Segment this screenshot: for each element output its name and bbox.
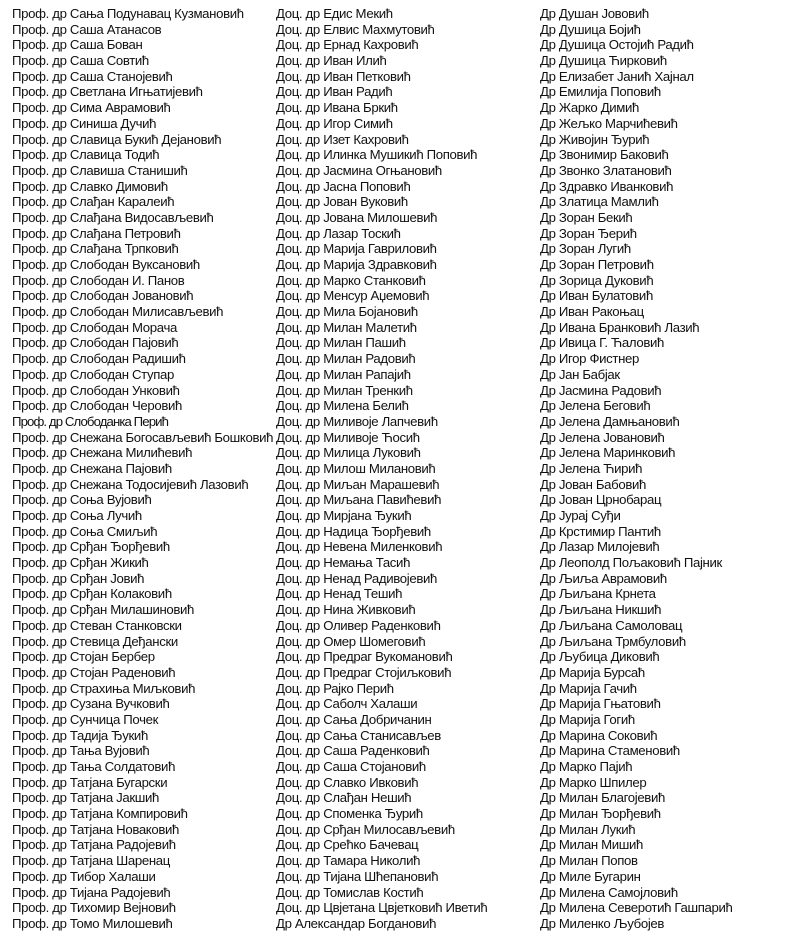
name-column-2 [276,6,538,932]
list-item: Доц. др Слађан Нешић [276,790,412,806]
list-item: Доц. др Саша Стојановић [276,759,426,774]
list-item: Др Душица Ћирковић [540,53,667,69]
list-item: Проф. др Сунчица Почек [12,711,159,727]
list-item: Доц. др Милена Белић [276,398,409,414]
list-item: Проф. др Славиша Станишић [12,162,188,178]
list-item: Проф. др Соња Вујовић [12,492,152,508]
list-item: Др Марија Бурсаћ [540,664,645,680]
list-item: Доц. др Милан Рапајић [276,366,411,382]
list-item: Др Миленко Љубојев [540,915,665,931]
list-item: Проф. др Томо Милошевић [12,915,173,931]
list-item: Проф. др Слободан И. Панов [12,272,185,288]
list-item: Доц. др Илинка Мушикић Поповић [276,147,478,163]
list-item: Проф. др Слободан Милисављевић [12,304,224,320]
list-item: Проф. др Светлана Игњатијевић [12,84,203,100]
list-item: Доц. др Марко Станковић [276,272,426,288]
list-item: Др Милена Северотић Гашпарић [540,900,733,916]
list-item: Проф. др Страхиња Миљковић [12,680,196,696]
list-item: Доц. др Јован Вуковић [276,194,408,210]
list-item: Проф. др Синиша Дучић [12,115,157,131]
list-item: Доц. др Милица Луковић [276,445,421,461]
list-item: Др Миле Бугарин [540,868,641,884]
list-item: Проф. др Слободан Вуксановић [12,257,200,272]
list-item: Проф. др Снежана Богосављевић Бошковић [12,429,274,445]
list-item: Др Душица Остојић Радић [540,37,694,53]
list-item: Др Крстимир Пантић [540,523,661,539]
list-item: Доц. др Рајко Перић [276,680,394,696]
list-item: Др Јелена Дамњановић [540,413,680,429]
list-item: Доц. др Предраг Вукомановић [276,649,453,665]
list-item: Др Јасмина Радовић [540,382,662,398]
list-item: Проф. др Слободанка Перић [12,413,169,429]
list-item: Проф. др Срђан Јовић [12,570,145,586]
list-item: Доц. др Саша Раденковић [276,743,430,759]
list-item: Др Живојин Ђурић [540,131,650,147]
list-item: Проф. др Тихомир Вејновић [12,900,176,916]
list-item: Проф. др Татјана Бугарски [12,774,168,790]
list-item: Др Марко Пајић [540,759,633,774]
list-item: Проф. др Срђан Милашиновић [12,602,195,618]
list-item: Доц. др Томислав Костић [276,884,424,900]
list-item: Др Златица Мамлић [540,194,659,210]
list-item: Др Марко Шпилер [540,774,647,790]
list-item: Доц. др Ненад Тешић [276,586,403,602]
list-item: Проф. др Тања Солдатовић [12,759,176,774]
list-item: Др Љиља Аврамовић [540,570,667,586]
list-item: Др Александар Богдановић [276,915,437,931]
list-item: Доц. др Споменка Ђурић [276,806,423,822]
list-item: Доц. др Иван Радић [276,84,393,100]
list-item: Доц. др Изет Кахровић [276,131,409,147]
list-item: Др Зоран Лугић [540,241,631,257]
list-item: Проф. др Слободан Пајовић [12,335,179,351]
list-item: Доц. др Тијана Шћепановић [276,868,439,884]
list-item: Проф. др Сања Подунавац Кузмановић [12,6,244,21]
list-item: Доц. др Цвјетана Цвјетковић Иветић [276,900,488,916]
list-item: Доц. др Срећко Бачевац [276,837,419,853]
list-item: Проф. др Стојан Раденовић [12,664,176,680]
list-item: Проф. др Татјана Компировић [12,806,188,822]
list-item: Др Зоран Ђерић [540,225,637,241]
list-item: Др Ивана Бранковић Лазић [540,319,700,335]
list-item: Др Милан Мишић [540,837,643,853]
list-item: Др Јелена Ћирић [540,460,643,476]
list-item: Др Милан Лукић [540,821,636,837]
list-item: Др Душица Бојић [540,21,641,37]
list-item: Доц. др Миљана Павићевић [276,492,442,508]
list-item: Др Љиљана Никшић [540,602,662,618]
list-item: Проф. др Саша Бован [12,37,143,53]
list-item: Др Зоран Бекић [540,209,633,225]
list-item: Проф. др Татјана Радојевић [12,837,176,853]
list-item: Др Марина Соковић [540,727,658,743]
list-item: Проф. др Слађана Трпковић [12,241,179,257]
list-item: Проф. др Слободан Ступар [12,366,175,382]
list-item: Доц. др Марија Гавриловић [276,241,437,257]
list-item: Доц. др Јована Милошевић [276,209,438,225]
list-item: Доц. др Омер Шомеговић [276,633,426,649]
list-item: Др Звонимир Баковић [540,147,669,163]
list-item: Др Јован Бабовић [540,476,646,492]
list-item: Доц. др Невена Миленковић [276,539,443,555]
list-item: Доц. др Мирјана Ђукић [276,508,412,523]
list-item: Проф. др Стеван Станковски [12,617,182,633]
list-item: Доц. др Сања Добричанин [276,711,432,727]
list-item: Проф. др Срђан Жикић [12,555,149,571]
list-item: Доц. др Марија Здравковић [276,257,437,272]
list-item: Проф. др Соња Лучић [12,508,142,523]
list-item: Проф. др Слободан Морача [12,319,177,335]
list-item: Проф. др Сима Аврамовић [12,100,171,116]
list-item: Др Жарко Димић [540,100,640,116]
list-item: Проф. др Тадија Ђукић [12,727,148,743]
list-item: Проф. др Славко Димовић [12,178,168,194]
list-item: Др Марина Стаменовић [540,743,680,759]
list-item: Проф. др Слободан Унковић [12,382,180,398]
list-item: Доц. др Славко Ивковић [276,774,419,790]
name-column-3 [540,6,798,932]
list-item: Доц. др Миливоје Ћосић [276,429,420,445]
list-item: Доц. др Милан Тренкић [276,382,413,398]
list-item: Др Милан Благојевић [540,790,665,806]
list-item: Проф. др Славица Букић Дејановић [12,131,222,147]
list-item: Доц. др Ненад Радивојевић [276,570,437,586]
list-item: Проф. др Саша Совтић [12,53,149,69]
list-item: Доц. др Милан Пашић [276,335,406,351]
list-item: Доц. др Срђан Милосављевић [276,821,455,837]
list-item: Проф. др Срђан Ђорђевић [12,539,170,555]
list-item: Доц. др Тамара Николић [276,853,421,869]
list-item: Проф. др Славица Тодић [12,147,160,163]
list-item: Др Љубица Диковић [540,649,660,665]
list-item: Доц. др Едис Мекић [276,6,393,21]
list-item: Др Јурај Суђи [540,508,621,523]
list-item: Проф. др Тијана Радојевић [12,884,171,900]
list-item: Проф. др Снежана Пајовић [12,460,172,476]
list-item: Доц. др Милош Милановић [276,460,436,476]
list-item: Др Игор Фистнер [540,351,639,367]
list-item: Др Марија Гогић [540,711,635,727]
list-item: Др Милан Попов [540,853,638,869]
list-item: Др Јелена Маринковић [540,445,676,461]
list-item: Проф. др Слободан Јовановић [12,288,194,304]
list-item: Доц. др Саболч Халаши [276,696,418,712]
list-item: Др Елизабет Јанић Хајнал [540,68,694,84]
list-item: Др Иван Ракоњац [540,304,644,320]
list-item: Доц. др Нина Живковић [276,602,416,618]
list-item: Проф. др Слађан Каралеић [12,194,175,210]
list-item: Др Зоран Петровић [540,257,654,272]
list-item: Доц. др Предраг Стојиљковић [276,664,452,680]
list-item: Проф. др Татјана Новаковић [12,821,180,837]
list-item: Доц. др Милан Малетић [276,319,417,335]
list-item: Доц. др Јасмина Огњановић [276,162,442,178]
list-item: Др Јелена Беговић [540,398,651,414]
list-item: Доц. др Оливер Раденковић [276,617,441,633]
list-item: Проф. др Стевица Деђански [12,633,178,649]
list-item: Др Душан Јововић [540,6,649,21]
list-item: Проф. др Татјана Јакшић [12,790,160,806]
list-item: Др Љиљана Самоловац [540,617,683,633]
name-column-1 [12,6,274,932]
list-item: Проф. др Сузана Вучковић [12,696,170,712]
list-item: Др Звонко Златановић [540,162,672,178]
list-item: Др Јелена Јовановић [540,429,665,445]
list-item: Др Милена Самојловић [540,884,678,900]
list-item: Проф. др Слободан Радишић [12,351,186,367]
list-item: Проф. др Слађана Видосављевић [12,209,214,225]
list-item: Др Марија Гачић [540,680,637,696]
list-item: Проф. др Татјана Шаренац [12,853,170,869]
list-item: Проф. др Снежана Милићевић [12,445,193,461]
list-item: Доц. др Ивана Бркић [276,100,398,116]
list-item: Проф. др Тања Вујовић [12,743,150,759]
list-item: Др Здравко Иванковић [540,178,674,194]
list-item: Др Зорица Дуковић [540,272,654,288]
list-item: Др Милан Ђорђевић [540,806,661,822]
list-item: Доц. др Миливоје Лапчевић [276,413,438,429]
list-item: Др Леополд Пољаковић Пајник [540,555,722,571]
list-item: Доц. др Лазар Тоскић [276,225,401,241]
list-item: Доц. др Иван Илић [276,53,387,69]
list-item: Проф. др Соња Смиљић [12,523,158,539]
list-item: Др Љиљана Крнета [540,586,656,602]
list-item: Др Иван Булатовић [540,288,653,304]
list-item: Проф. др Саша Станојевић [12,68,173,84]
list-item: Доц. др Миљан Марашевић [276,476,440,492]
list-item: Др Јан Бабјак [540,366,620,382]
list-item: Проф. др Тибор Халаши [12,868,156,884]
list-item: Доц. др Мила Бојановић [276,304,418,320]
list-item: Проф. др Срђан Колаковић [12,586,172,602]
list-item: Доц. др Игор Симић [276,115,393,131]
list-item: Доц. др Надица Ђорђевић [276,523,431,539]
list-item: Проф. др Слободан Черовић [12,398,183,414]
list-item: Доц. др Јасна Поповић [276,178,411,194]
list-item: Доц. др Немања Тасић [276,555,411,571]
list-item: Доц. др Милан Радовић [276,351,416,367]
list-item: Др Љиљана Трмбуловић [540,633,686,649]
list-item: Др Марија Гњатовић [540,696,661,712]
list-item: Доц. др Менсур Аџемовић [276,288,430,304]
list-item: Др Емилија Поповић [540,84,661,100]
list-item: Проф. др Слађана Петровић [12,225,181,241]
list-item: Доц. др Иван Петковић [276,68,411,84]
list-item: Проф. др Снежана Тодосијевић Лазовић [12,476,249,492]
list-item: Доц. др Елвис Махмутовић [276,21,435,37]
list-item: Др Лазар Милојевић [540,539,660,555]
list-item: Проф. др Саша Атанасов [12,21,162,37]
list-item: Доц. др Ернад Кахровић [276,37,419,53]
list-item: Др Ивица Г. Ћаловић [540,335,665,351]
list-item: Др Жељко Марчићевић [540,115,678,131]
list-item: Др Јован Црнобарац [540,492,662,508]
list-item: Проф. др Стојан Бербер [12,649,155,665]
list-item: Доц. др Сања Станисављев [276,727,441,743]
